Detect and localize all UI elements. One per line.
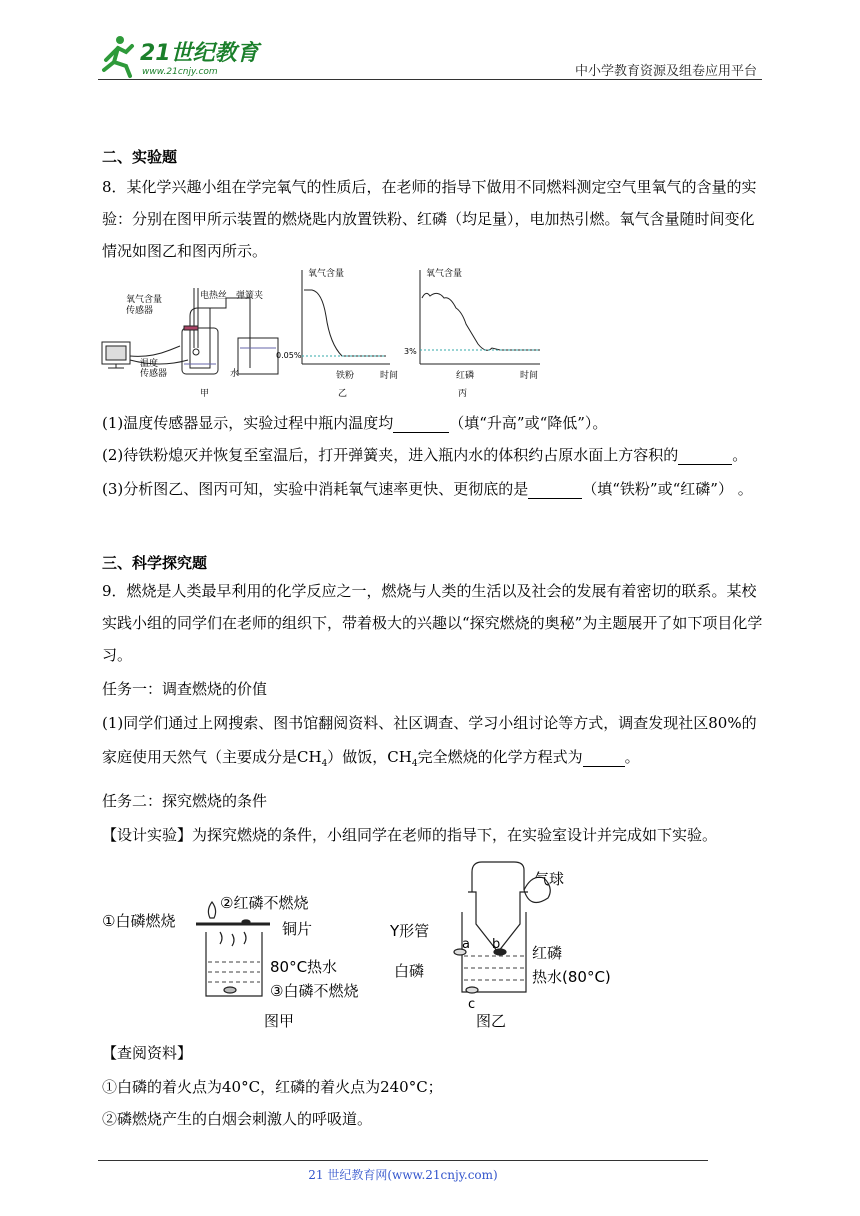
info-line-1: ①白磷的着火点为40°C，红磷的着火点为240°C； [102, 1078, 443, 1096]
q9-stem-line3: 习。 [102, 646, 133, 664]
figure-yi-caption: 图乙 [476, 1012, 507, 1030]
chart-bing [404, 268, 540, 399]
ytube-label: Y形管 [390, 922, 430, 940]
temp-sensor-label-2: 传感器 [140, 369, 168, 379]
runner-logo-icon [104, 36, 132, 76]
q9-figure [100, 856, 620, 1036]
header-divider [98, 79, 762, 80]
balloon-label: 气球 [534, 870, 565, 888]
iron-label: 铁粉 [336, 371, 355, 381]
task2-title: 任务二：探究燃烧的条件 [102, 792, 268, 810]
figure-jia-diagram [196, 902, 270, 996]
o2-sensor-label-2: 传感器 [126, 306, 154, 316]
white-phos-label: 白磷 [394, 962, 425, 980]
figure-bing-label: 丙 [458, 389, 468, 399]
clamp-label: 弹簧夹 [236, 291, 264, 301]
footer-divider [98, 1160, 708, 1161]
red-phos-label: 红磷 [532, 944, 563, 962]
x-axis-label-2: 时间 [520, 371, 539, 381]
point-a-label: a [462, 937, 470, 952]
hotwater-80-label: 热水(80°C) [532, 968, 611, 986]
task1-line1: (1)同学们通过上网搜索、图书馆翻阅资料、社区调查、学习小组讨论等方式，调查发现社区80%的 [102, 714, 757, 732]
answer-blank-2[interactable] [678, 446, 732, 465]
water-label: 水 [230, 369, 240, 379]
o2-sensor-label: 氧气含量 [126, 295, 163, 305]
section-title-3: 三、科学探究题 [102, 554, 208, 572]
platform-name: 中小学教育资源及组卷应用平台 [574, 64, 757, 79]
task1-title: 任务一：调查燃烧的价值 [102, 680, 268, 698]
copper-label: 铜片 [282, 920, 313, 938]
iron-level-label: 0.05% [276, 351, 302, 360]
figure-yi-label: 乙 [338, 389, 348, 399]
heater-label: 电热丝 [200, 291, 228, 301]
answer-blank-3[interactable] [528, 480, 582, 499]
point-b-label: b [492, 937, 501, 952]
answer-blank-4[interactable] [583, 748, 625, 767]
temp-sensor-label: 温度 [140, 359, 159, 369]
figure-jia-caption: 图甲 [264, 1012, 295, 1030]
y-axis-label: 氧气含量 [308, 269, 345, 279]
info-line-2: ②磷燃烧产生的白烟会刺激人的呼吸道。 [102, 1110, 373, 1128]
q8-subquestion-3: (3)分析图乙、图丙可知，实验中消耗氧气速率更快、更彻底的是 （填“铁粉”或“红磷”） 。 [102, 480, 753, 498]
phos-level-label: 3% [404, 347, 417, 356]
logo-url: www.21cnjy.com [142, 67, 218, 77]
white-burn-label: ①白磷燃烧 [102, 912, 176, 930]
site-logo [96, 30, 266, 80]
footer-link[interactable]: 21 世纪教育网(www.21cnjy.com) [308, 1168, 498, 1182]
q8-subquestion-2: (2)待铁粉熄灭并恢复至室温后，打开弹簧夹，进入瓶内水的体积约占原水面上方容积的 。 [102, 446, 748, 464]
red-noburn-label: ②红磷不燃烧 [220, 894, 309, 912]
y-axis-label-2: 氧气含量 [426, 269, 463, 279]
figure-jia-label: 甲 [200, 389, 210, 399]
q8-stem-line1: 8．某化学兴趣小组在学完氧气的性质后，在老师的指导下做用不同燃料测定空气里氧气的含量的实 [102, 178, 757, 196]
task1-line2: 家庭使用天然气（主要成分是$CH_4$）做饭，$CH_4$完全燃烧的化学方程式为 。 [102, 748, 640, 769]
design-text: 【设计实验】为探究燃烧的条件，小组同学在老师的指导下，在实验室设计并完成如下实验。 [102, 826, 718, 844]
q8-stem-line3: 情况如图乙和图丙所示。 [102, 242, 268, 260]
q8-subquestion-1: (1)温度传感器显示，实验过程中瓶内温度均 （填“升高”或“降低”）。 [102, 414, 608, 432]
lookup-title: 【查阅资料】 [102, 1044, 193, 1062]
white-noburn-label: ③白磷不燃烧 [270, 982, 359, 1000]
q8-stem-line2: 验：分别在图甲所示装置的燃烧匙内放置铁粉、红磷（均足量），电加热引燃。氧气含量随时间变化 [102, 210, 755, 228]
phos-label: 红磷 [456, 371, 475, 381]
x-axis-label: 时间 [380, 371, 399, 381]
q8-figure [100, 268, 560, 400]
chart-yi [276, 268, 398, 399]
q9-stem-line1: 9．燃烧是人类最早利用的化学反应之一，燃烧与人类的生活以及社会的发展有着密切的联系。某校 [102, 582, 757, 600]
logo-text: 21世纪教育 [140, 41, 259, 66]
answer-blank-1[interactable] [393, 414, 449, 433]
point-c-label: c [468, 997, 476, 1012]
q9-stem-line2: 实践小组的同学们在老师的组织下，带着极大的兴趣以“探究燃烧的奥秘”为主题展开了如下项目化学 [102, 614, 763, 632]
section-title: 二、实验题 [102, 148, 178, 166]
hotwater-label: 80°C热水 [270, 958, 338, 976]
